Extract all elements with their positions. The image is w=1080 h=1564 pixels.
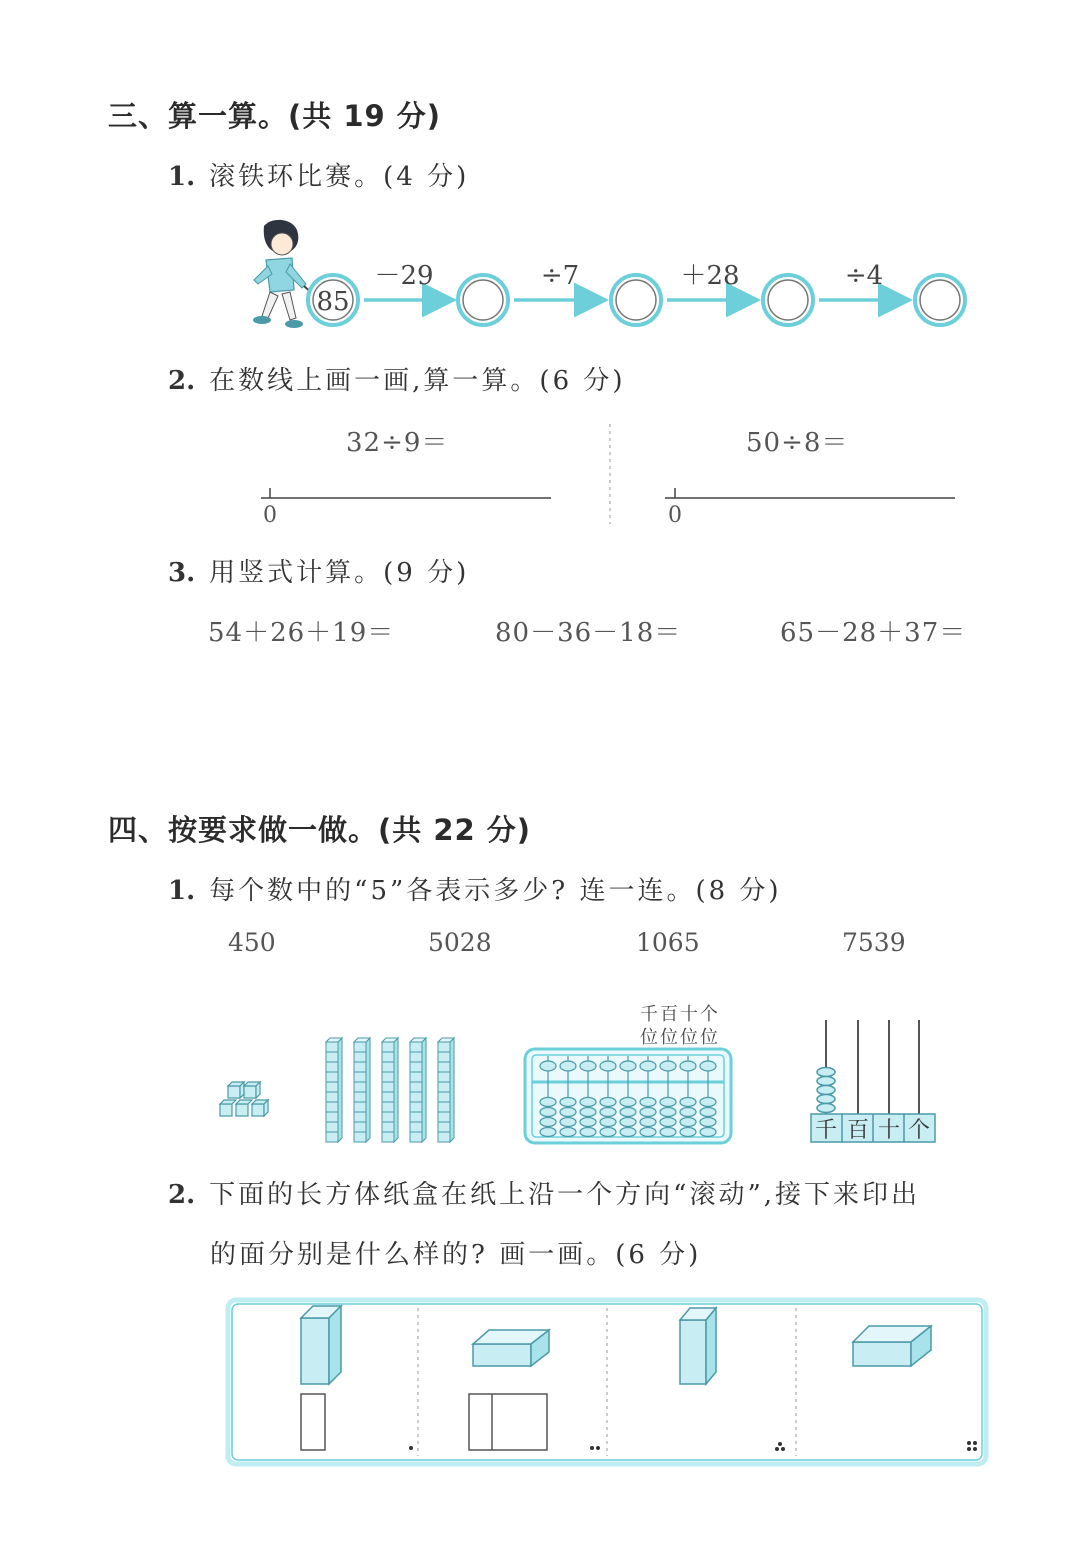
question-text-line-1: 下面的长方体纸盒在纸上沿一个方向“滚动”,接下来印出	[209, 1180, 921, 1210]
question-4-1	[168, 870, 782, 907]
question-text: 滚铁环比赛。(4 分)	[209, 162, 470, 192]
question-number: 3.	[168, 558, 196, 588]
number-line-right[interactable]	[665, 488, 955, 528]
counting-frame[interactable]	[806, 1018, 940, 1146]
question-number: 2.	[168, 366, 196, 396]
cuboid-standing	[301, 1306, 341, 1384]
operation-label: ＋28	[680, 261, 740, 291]
question-4-2	[168, 1174, 920, 1211]
cuboid-standing	[680, 1308, 716, 1384]
question-3-2	[168, 360, 626, 397]
abacus-place-labels-top: 千百十个	[640, 1004, 720, 1025]
number-lines	[255, 420, 965, 530]
cuboid-lying	[853, 1326, 931, 1366]
answer-hoop[interactable]	[611, 275, 661, 325]
number-line-left[interactable]	[261, 488, 551, 528]
printed-faces	[469, 1394, 547, 1450]
vertical-calc-expression-2: 80－36－18＝	[495, 618, 682, 648]
five-unit-cubes[interactable]	[214, 1076, 270, 1122]
counter-label-hundreds: 百	[846, 1118, 870, 1143]
zero-label: 0	[263, 503, 277, 528]
start-hoop	[308, 275, 358, 325]
answer-hoop[interactable]	[763, 275, 813, 325]
question-text: 在数线上画一画,算一算。(6 分)	[209, 366, 626, 396]
vertical-calc-expression-1: 54＋26＋19＝	[208, 618, 395, 648]
question-number: 1.	[168, 162, 196, 192]
abacus[interactable]	[522, 1046, 734, 1146]
operation-label: －29	[374, 261, 434, 291]
question-text: 用竖式计算。(9 分)	[209, 558, 470, 588]
number-option-2[interactable]: 5028	[428, 928, 492, 957]
section-4-title: 四、按要求做一做。(共 22 分)	[108, 813, 532, 847]
hoop-calculation-chain	[300, 250, 980, 340]
number-option-4[interactable]: 7539	[842, 928, 906, 957]
answer-hoop[interactable]	[915, 275, 965, 325]
five-ten-rods[interactable]	[318, 1034, 458, 1146]
question-text-line-2: 的面分别是什么样的? 画一画。(6 分)	[210, 1240, 702, 1270]
abacus-place-labels-bottom: 位位位位	[640, 1027, 720, 1048]
answer-hoop[interactable]	[458, 275, 508, 325]
counter-label-thousands: 千	[814, 1118, 838, 1143]
section-3-title: 三、算一算。(共 19 分)	[108, 99, 442, 133]
dot-marker	[409, 1446, 413, 1450]
rolling-box-panel	[224, 1296, 990, 1468]
zero-label: 0	[668, 503, 682, 528]
operation-label: ÷4	[844, 261, 884, 291]
vertical-calc-expression-3: 65－28＋37＝	[780, 618, 967, 648]
question-number: 2.	[168, 1180, 196, 1210]
question-number: 1.	[168, 876, 196, 906]
cuboid-lying	[473, 1330, 549, 1366]
question-3-3	[168, 552, 469, 589]
number-option-3[interactable]: 1065	[636, 928, 700, 957]
question-3-1	[168, 156, 469, 193]
operation-label: ÷7	[540, 261, 580, 291]
division-expression-right: 50÷8＝	[746, 428, 849, 458]
counter-label-ones: 个	[907, 1118, 931, 1143]
number-option-1[interactable]: 450	[228, 928, 276, 957]
counter-label-tens: 十	[877, 1118, 901, 1143]
start-number: 85	[316, 287, 350, 317]
question-text: 每个数中的“5”各表示多少? 连一连。(8 分)	[209, 876, 782, 906]
division-expression-left: 32÷9＝	[346, 428, 449, 458]
printed-face	[301, 1394, 325, 1450]
